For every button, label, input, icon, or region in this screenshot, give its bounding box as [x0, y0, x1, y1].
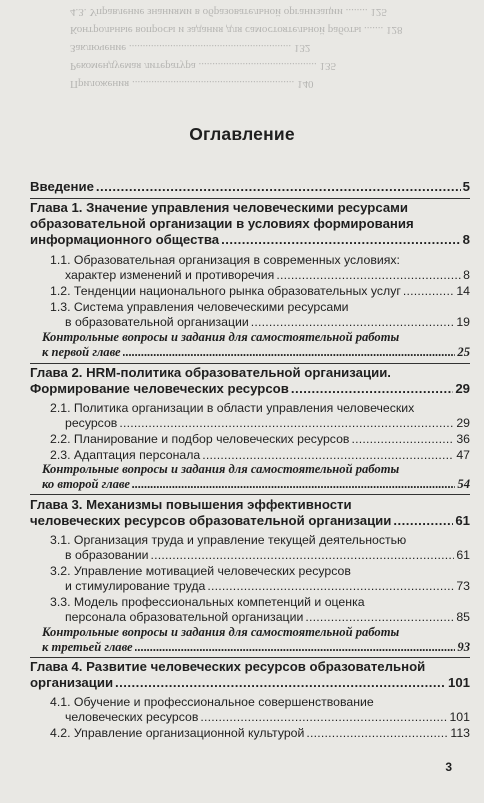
entry-page: 8	[462, 232, 470, 247]
entry-page: 61	[455, 513, 470, 528]
section-title: 4.2. Управление организационной культурой	[50, 726, 305, 740]
leader-dots	[123, 345, 456, 360]
section-title: характер изменений и противоречия	[65, 268, 275, 282]
leader-dots	[221, 232, 461, 248]
leader-dots	[135, 640, 456, 655]
chapter-title: Глава 2. HRM-политика образовательной организации.	[30, 365, 391, 380]
divider	[30, 363, 470, 364]
entry-page: 8	[463, 268, 470, 282]
toc-entry-questions-2[interactable]	[42, 477, 470, 492]
leader-dots	[132, 477, 455, 492]
section-title: 1.2. Тенденции национального рынка образовательных услуг	[50, 284, 401, 298]
section-title: в образовательной организации	[65, 315, 249, 329]
questions-title: Контрольные вопросы и задания для самостоятельной работы	[42, 625, 400, 639]
page-title: Оглавление	[189, 124, 295, 144]
toc-entry-section-3-2[interactable]	[65, 579, 470, 594]
leader-dots	[150, 548, 454, 563]
entry-page: 85	[456, 610, 470, 624]
toc-entry-section-1-1[interactable]	[65, 268, 470, 283]
section-title: 2.3. Адаптация персонала	[50, 448, 201, 462]
leader-dots	[276, 268, 461, 283]
section-title: человеческих ресурсов	[65, 710, 199, 724]
toc-entry-section-4-2[interactable]	[50, 726, 470, 741]
chapter-title: Глава 3. Механизмы повышения эффективности	[30, 497, 352, 512]
leader-dots	[96, 179, 461, 195]
chapter-title: организации	[30, 675, 114, 690]
entry-page: 36	[456, 432, 470, 446]
leader-dots	[393, 513, 453, 529]
section-title: 2.1. Политика организации в области управления человеческих	[50, 401, 415, 415]
toc-entry-intro[interactable]	[30, 179, 470, 195]
entry-page: 25	[457, 345, 470, 359]
leader-dots	[305, 610, 454, 625]
entry-page: 113	[450, 726, 470, 740]
entry-page: 5	[462, 179, 470, 194]
leader-dots	[306, 726, 448, 741]
divider	[30, 198, 470, 199]
section-title: 3.1. Организация труда и управление текущей деятельностью	[50, 533, 407, 547]
entry-page: 73	[456, 579, 470, 593]
section-title: 4.1. Обучение и профессиональное совершенствование	[50, 695, 374, 709]
leader-dots	[115, 675, 446, 691]
toc-entry-chapter-1[interactable]	[30, 232, 470, 248]
entry-page: 47	[456, 448, 470, 462]
toc-entry-section-3-1[interactable]	[65, 548, 470, 563]
section-title: в образовании	[65, 548, 149, 562]
entry-page: 61	[456, 548, 470, 562]
bleed-line: 4.3. Управление знаниями в образовательной организации ........ 125	[70, 6, 387, 18]
section-title: и стимулирование труда	[65, 579, 206, 593]
section-title: 3.2. Управление мотивацией человеческих ресурсов	[50, 564, 351, 578]
bleed-through-text	[0, 0, 484, 110]
entry-page: 29	[456, 416, 470, 430]
toc-entry-section-4-1[interactable]	[65, 710, 470, 725]
divider	[30, 657, 470, 658]
bleed-line: Контрольные вопросы и задания для самостоятельной работы ....... 128	[70, 24, 403, 36]
toc-entry-section-2-2[interactable]	[50, 432, 470, 447]
toc-entry-questions-3[interactable]	[42, 640, 470, 655]
chapter-title: человеческих ресурсов образовательной организации	[30, 513, 392, 528]
section-title: 1.1. Образовательная организация в современных условиях:	[50, 253, 400, 267]
entry-page: 19	[456, 315, 470, 329]
entry-title: Введение	[30, 179, 94, 194]
entry-page: 54	[457, 477, 470, 491]
bleed-line: Заключение ........................................................... 132	[70, 42, 311, 54]
entry-page: 101	[449, 710, 470, 724]
section-title: 2.2. Планирование и подбор человеческих ресурсов	[50, 432, 350, 446]
toc-entry-section-1-3[interactable]	[65, 315, 470, 330]
toc-entry-section-3-3[interactable]	[65, 610, 470, 625]
leader-dots	[251, 315, 455, 330]
chapter-title: Формирование человеческих ресурсов	[30, 381, 289, 396]
bleed-line: Приложения ........................................................... 140	[70, 78, 314, 90]
leader-dots	[291, 381, 454, 397]
leader-dots	[119, 416, 454, 431]
section-title: ресурсов	[65, 416, 118, 430]
leader-dots	[202, 448, 454, 463]
leader-dots	[403, 284, 454, 299]
questions-title: к первой главе	[42, 345, 121, 359]
toc-entry-section-2-1[interactable]	[65, 416, 470, 431]
bleed-line: Рекомендуемая литература ........................................... 135	[70, 60, 337, 72]
leader-dots	[351, 432, 454, 447]
leader-dots	[207, 579, 454, 594]
leader-dots	[200, 710, 447, 725]
page-number: 3	[445, 760, 452, 774]
chapter-title: информационного общества	[30, 232, 220, 247]
chapter-title: Глава 4. Развитие человеческих ресурсов образовательной	[30, 659, 426, 674]
toc-entry-chapter-3[interactable]	[30, 513, 470, 529]
toc-entry-chapter-2[interactable]	[30, 381, 470, 397]
entry-page: 14	[456, 284, 470, 298]
toc-entry-chapter-4[interactable]	[30, 675, 470, 691]
questions-title: ко второй главе	[42, 477, 130, 491]
chapter-title: Глава 1. Значение управления человеческими ресурсами	[30, 200, 409, 215]
section-title: 1.3. Система управления человеческими ресурсами	[50, 300, 349, 314]
questions-title: Контрольные вопросы и задания для самостоятельной работы	[42, 330, 400, 344]
entry-page: 29	[455, 381, 470, 396]
toc-entry-section-2-3[interactable]	[50, 448, 470, 463]
section-title: 3.3. Модель профессиональных компетенций и оценка	[50, 595, 365, 609]
questions-title: Контрольные вопросы и задания для самостоятельной работы	[42, 462, 400, 476]
toc-entry-section-1-2[interactable]	[50, 284, 470, 299]
questions-title: к третьей главе	[42, 640, 133, 654]
divider	[30, 494, 470, 495]
entry-page: 93	[457, 640, 470, 654]
chapter-title: образовательной организации в условиях формирования	[30, 216, 414, 231]
toc-entry-questions-1[interactable]	[42, 345, 470, 360]
entry-page: 101	[447, 675, 470, 690]
section-title: персонала образовательной организации	[65, 610, 304, 624]
